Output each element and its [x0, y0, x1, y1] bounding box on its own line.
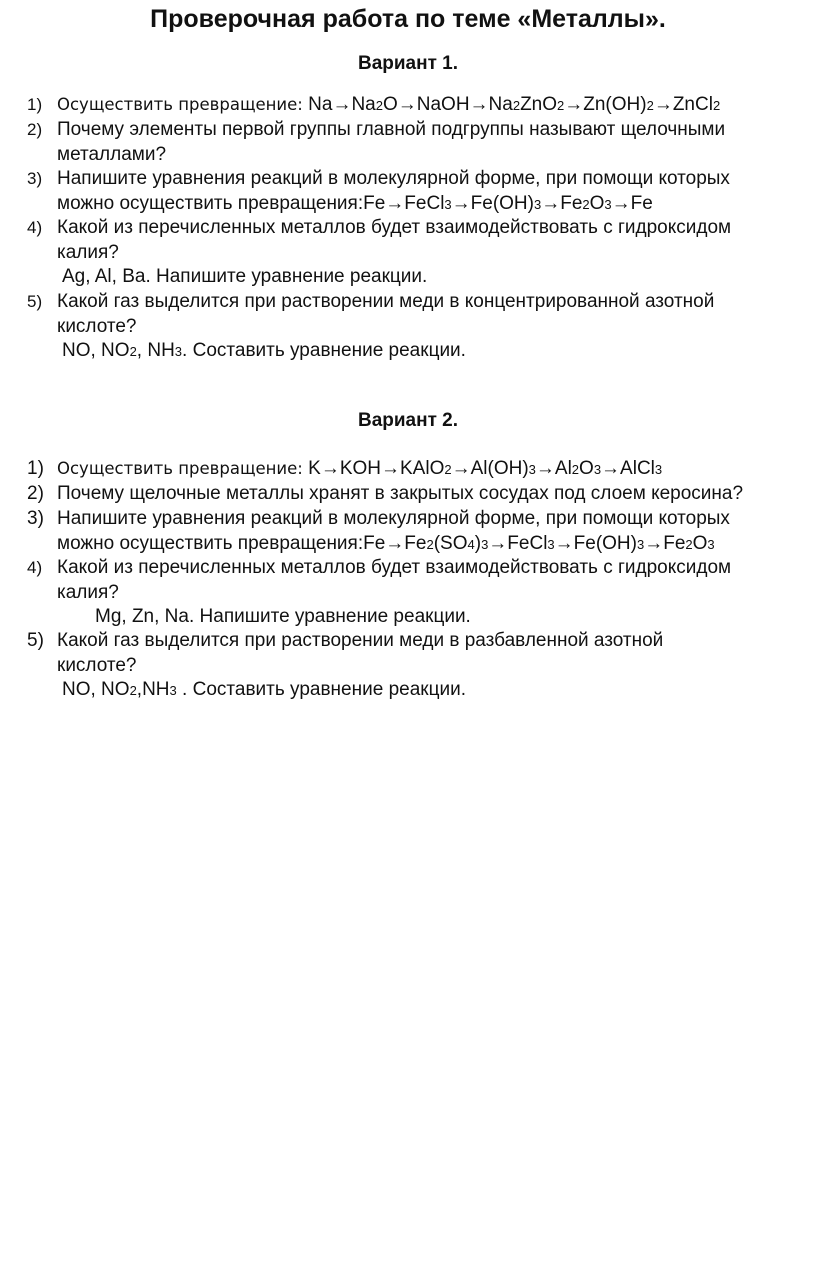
question-text-line: Какой из перечисленных металлов будет взаимодействовать с гидроксидом: [57, 557, 732, 578]
reaction-chain: Fe→FeCl3→Fe(OH)3→Fe2O3→Fe: [363, 192, 653, 214]
metals-options: Mg, Zn, Na. Напишите уравнение реакции.: [95, 606, 471, 628]
reaction-chain: Na→Na2O→NaOH→Na2ZnO2→Zn(OH)2→ZnCl2: [308, 94, 721, 115]
question-text-line: Какой газ выделится при растворении меди в концентрированной азотной: [57, 291, 715, 312]
question-number: 2): [27, 483, 44, 504]
question-number: 5): [27, 292, 43, 311]
question-text-line: Почему щелочные металлы хранят в закрытых сосудах под слоем керосина?: [57, 483, 744, 504]
reaction-chain: K→KOH→KAlO2→Al(OH)3→Al2O3→AlCl3: [308, 458, 663, 479]
question-number: 1): [27, 458, 44, 479]
question-label: Осуществить превращение:: [57, 459, 303, 478]
metals-options: Ag, Al, Ba. Напишите уравнение реакции.: [62, 266, 428, 288]
question-number: 4): [27, 218, 43, 237]
variant-2-heading: Вариант 2.: [357, 410, 459, 431]
question-text-line: кислоте?: [57, 654, 137, 676]
question-instruction: Составить уравнение реакции.: [192, 340, 466, 362]
question-text-line: Какой газ выделится при растворении меди в разбавленной азотной: [57, 630, 664, 651]
question-text-line: калия?: [57, 581, 119, 603]
question-number: 2): [27, 120, 43, 139]
question-text-line: можно осуществить превращения:: [57, 192, 364, 214]
gas-options: NO, NO2, NH3.: [62, 340, 188, 362]
page-title: Проверочная работа по теме «Металлы».: [150, 5, 666, 33]
question-text-line: можно осуществить превращения:: [57, 532, 364, 554]
question-number: 5): [27, 630, 44, 651]
question-number: 3): [27, 169, 43, 188]
question-number: 4): [27, 558, 43, 577]
question-instruction: Составить уравнение реакции.: [192, 679, 466, 701]
reaction-chain: Fe→Fe2(SO4)3→FeCl3→Fe(OH)3→Fe2O3: [363, 532, 715, 554]
gas-options: NO, NO2,NH3 .: [62, 679, 188, 701]
variant-1-heading: Вариант 1.: [357, 53, 459, 74]
question-text-line: Напишите уравнения реакций в молекулярной форме, при помощи которых: [57, 508, 730, 529]
question-text-line: Напишите уравнения реакций в молекулярной форме, при помощи которых: [57, 168, 730, 189]
question-text-line: кислоте?: [57, 315, 137, 337]
question-text-line: Какой из перечисленных металлов будет взаимодействовать с гидроксидом: [57, 217, 732, 238]
question-number: 3): [27, 508, 44, 529]
question-number: 1): [27, 95, 43, 114]
question-label: Осуществить превращение:: [57, 95, 303, 114]
question-text-line: калия?: [57, 241, 119, 263]
question-text-line: металлами?: [57, 143, 167, 165]
question-text-line: Почему элементы первой группы главной подгруппы называют щелочными: [57, 119, 726, 140]
